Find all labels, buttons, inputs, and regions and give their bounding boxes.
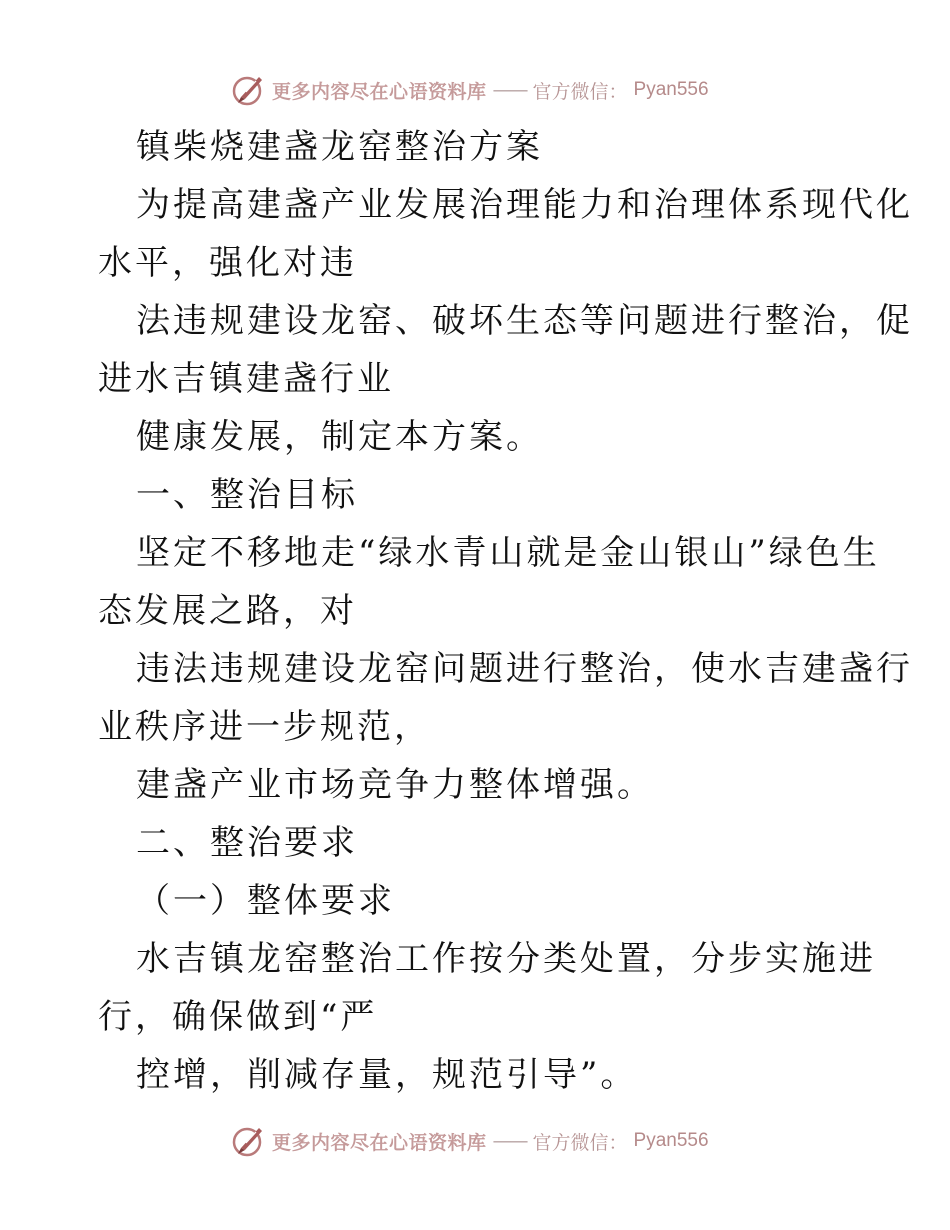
- section-heading: 二、整治要求: [136, 823, 358, 863]
- watermark-dash: ——: [492, 79, 527, 101]
- watermark-dash: ——: [492, 1130, 527, 1152]
- paragraph-line: 控增，削减存量，规范引导”。: [136, 1055, 638, 1095]
- watermark-official-label: 官方微信：: [532, 1131, 628, 1154]
- footer-watermark: [232, 1121, 709, 1161]
- paragraph-line: 态发展之路，对: [98, 591, 357, 631]
- feather-pen-circle-icon: [232, 73, 266, 107]
- paragraph-line: 违法违规建设龙窑问题进行整治，使水吉建盏行: [136, 649, 913, 689]
- document-title: 镇柴烧建盏龙窑整治方案: [136, 127, 543, 167]
- watermark-main-text: 更多内容尽在心语资料库: [272, 80, 487, 103]
- section-heading: 一、整治目标: [136, 475, 358, 515]
- feather-pen-circle-icon: [232, 1124, 266, 1158]
- paragraph-line: 健康发展，制定本方案。: [136, 417, 543, 457]
- header-watermark: [232, 70, 709, 110]
- document-body: [98, 118, 913, 1104]
- subsection-heading: （一）整体要求: [136, 881, 395, 921]
- paragraph-line: 建盏产业市场竞争力整体增强。: [136, 765, 654, 805]
- paragraph-line: 法违规建设龙窑、破坏生态等问题进行整治，促: [136, 301, 913, 341]
- paragraph-line: 水平，强化对违: [98, 243, 357, 283]
- paragraph-line: 行，确保做到“严: [98, 997, 378, 1037]
- paragraph-line: 为提高建盏产业发展治理能力和治理体系现代化: [136, 185, 913, 225]
- watermark-official-label: 官方微信：: [532, 80, 628, 103]
- watermark-main-text: 更多内容尽在心语资料库: [272, 1131, 487, 1154]
- paragraph-line: 业秩序进一步规范，: [98, 707, 431, 747]
- watermark-wechat-id: Pyan556: [633, 79, 709, 100]
- watermark-wechat-id: Pyan556: [633, 1130, 709, 1151]
- paragraph-line: 坚定不移地走“绿水青山就是金山银山”绿色生: [136, 533, 880, 573]
- paragraph-line: 进水吉镇建盏行业: [98, 359, 394, 399]
- paragraph-line: 水吉镇龙窑整治工作按分类处置，分步实施进: [136, 939, 876, 979]
